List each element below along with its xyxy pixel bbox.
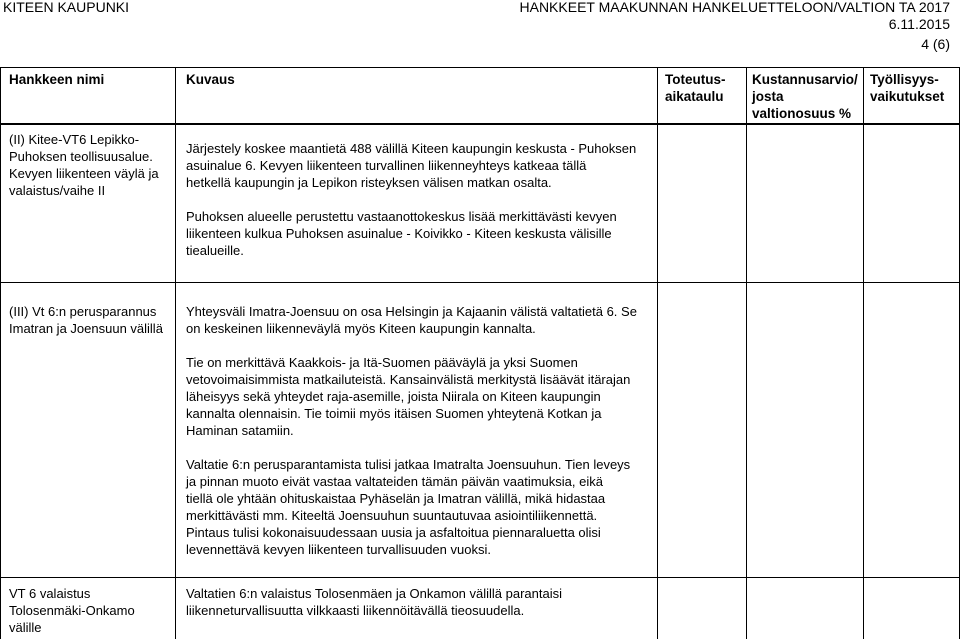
column-header-schedule: Toteutus- aikataulu: [665, 72, 726, 104]
column-divider: [863, 67, 864, 639]
paragraph: Tie on merkittävä Kaakkois- ja Itä-Suomen pääväylä ja yksi Suomen vetovoimaisimmista matkailuteistä. Kansainvälistä merkitystä lisäävät itärajan läheisyys sekä yhteydet raja-asemille, joista Niirala on Kiteen kaupungin kannalta olennaisin. Tie toimii myös itäisen Suomen yhteytenä Kotkan ja Haminan satamiin.: [186, 355, 631, 438]
table-row-description: [186, 585, 656, 619]
table-row-name: (II) Kitee-VT6 Lepikko- Puhoksen teollisuusalue. Kevyen liikenteen väylä ja valaistus/vaihe II: [9, 132, 159, 198]
column-header-name: Hankkeen nimi: [9, 72, 105, 87]
row-divider: [0, 282, 960, 283]
column-header-cost: Kustannusarvio/ josta valtionosuus %: [752, 72, 858, 121]
page-number: 4 (6): [921, 36, 950, 52]
header-bottom-border: [0, 123, 960, 125]
column-header-employment: Työllisyys- vaikutukset: [870, 72, 945, 104]
paragraph: Puhoksen alueelle perustettu vastaanottokeskus lisää merkittävästi kevyen liikenteen kulkua Puhoksen asuinalue - Koivikko - Kiteen keskusta välisille tiealueille.: [186, 209, 617, 258]
paragraph: Järjestely koskee maantietä 488 välillä Kiteen kaupungin keskusta - Puhoksen asuinalue 6. Kevyen liikenteen turvallinen liikenneyhteys katkeaa tällä hetkellä kaupungin ja Lepikon risteyksen välisen matkan osalta.: [186, 141, 637, 190]
column-divider: [746, 67, 747, 639]
document-title: HANKKEET MAAKUNNAN HANKELUETTELOON/VALTION TA 2017: [519, 0, 950, 15]
column-header-description: Kuvaus: [186, 72, 235, 87]
table-row-description: [186, 303, 656, 558]
column-divider: [175, 67, 176, 639]
organization-name: KITEEN KAUPUNKI: [3, 0, 130, 15]
paragraph: Valtatie 6:n perusparantamista tulisi jatkaa Imatralta Joensuuhun. Tien leveys ja pinnan muoto eivät vastaa valtateiden tämän päivän vaatimuksia, eikä tiellä ole yhtään ohituskaistaa Pyhäselän ja Imatran välillä, mikä hidastaa merkittävästi mm. Kiteeltä Joensuuhun suuntautuvaa asiointiliikennettä. Pintaus tulisi kokonaisuudessaan uusia ja asfaltoitua piennaraluetta olisi levennettävä kevyen liikenteen turvallisuuden vuoksi.: [186, 457, 631, 557]
paragraph: Valtatien 6:n valaistus Tolosenmäen ja Onkamon välillä parantaisi liikenneturvallisuutta vilkkaasti liikennöitävällä tieosuudella.: [186, 586, 563, 618]
table-row-name: (III) Vt 6:n perusparannus Imatran ja Joensuun välillä: [9, 304, 163, 336]
document-date: 6.11.2015: [888, 16, 950, 32]
table-top-border: [0, 67, 960, 68]
column-divider: [657, 67, 658, 639]
paragraph: Yhteysväli Imatra-Joensuu on osa Helsingin ja Kajaanin välistä valtatietä 6. Se on keskeinen liikenneväylä myös Kiteen kaupungin kannalta.: [186, 304, 637, 336]
column-divider: [0, 67, 1, 639]
table-row-name: VT 6 valaistus Tolosenmäki-Onkamo välille: [9, 586, 135, 635]
table-row-description: [186, 140, 656, 259]
row-divider: [0, 577, 960, 578]
